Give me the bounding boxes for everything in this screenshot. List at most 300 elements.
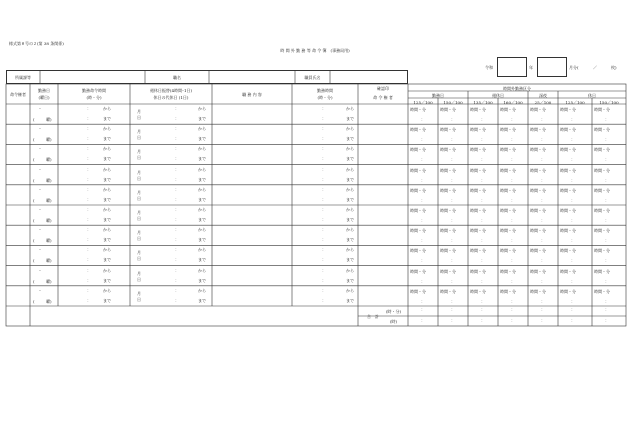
- row-hm-colon-3: ：: [511, 238, 515, 244]
- totals-colon-0-2: ：: [481, 307, 485, 312]
- rate-1: 150／100: [443, 99, 463, 105]
- name-label: 職員氏名: [304, 75, 321, 80]
- row-dot: ・: [38, 166, 42, 172]
- row-weekday-close: 曜): [46, 298, 52, 304]
- row-start-colon: ：: [87, 267, 91, 273]
- row-weekday-close: 曜): [46, 278, 52, 284]
- row-hm-4: 時間・分: [530, 147, 546, 153]
- row-transfer-colon2: ：: [175, 176, 179, 182]
- row-transfer-colon: ：: [175, 247, 179, 253]
- row-hm-colon-6: ：: [605, 177, 609, 183]
- row-hm-4: 時間・分: [530, 127, 546, 133]
- row-hm-1: 時間・分: [440, 167, 456, 173]
- row-hm-6: 時間・分: [594, 167, 610, 173]
- row-result-colon2: ：: [322, 277, 326, 283]
- row-start-colon: ：: [87, 227, 91, 233]
- row-result-to: まで: [346, 217, 354, 222]
- row-hm-6: 時間・分: [594, 147, 610, 153]
- row-hm-0: 時間・分: [410, 187, 426, 193]
- row-hm-colon-1: ：: [451, 298, 455, 304]
- row-hm-4: 時間・分: [530, 167, 546, 173]
- position-label: 職名: [173, 75, 181, 80]
- row-end-to: まで: [103, 297, 111, 303]
- row-hm-colon-1: ：: [451, 197, 455, 203]
- col-transfer: 週休日振替(4時間･1日): [149, 88, 193, 93]
- row-dot: ・: [38, 126, 42, 132]
- row-hm-1: 時間・分: [440, 208, 456, 213]
- row-hm-colon-1: ：: [451, 177, 455, 183]
- row-hm-colon-2: ：: [481, 258, 485, 264]
- row-weekday-open: (: [33, 238, 35, 244]
- row-end-to: まで: [103, 176, 111, 182]
- col-order-time-sub: (時・分): [86, 95, 102, 100]
- row-hm-colon-1: ：: [451, 157, 455, 163]
- row-hm-colon-4: ：: [541, 137, 545, 143]
- row-weekday-close: 曜): [46, 238, 52, 244]
- row-hm-colon-2: ：: [481, 278, 485, 284]
- row-result-from: から: [346, 207, 354, 212]
- row-transfer-from: から: [198, 267, 206, 273]
- row-day: 日: [137, 236, 141, 242]
- row-end-colon: ：: [87, 156, 91, 162]
- row-result-colon2: ：: [322, 156, 326, 162]
- col-confirmer-sub: 命 令 権 者: [373, 95, 393, 100]
- row-hm-0: 時間・分: [410, 127, 426, 133]
- row-weekday-open: (: [33, 218, 35, 223]
- row-month: 月: [137, 210, 141, 215]
- row-hm-3: 時間・分: [500, 208, 516, 213]
- row-hm-2: 時間・分: [470, 268, 486, 274]
- row-hm-colon-2: ：: [481, 157, 485, 163]
- row-hm-colon-2: ：: [481, 298, 485, 304]
- row-hm-6: 時間・分: [594, 288, 610, 294]
- row-start-colon: ：: [87, 247, 91, 253]
- row-weekday-open: (: [33, 177, 35, 183]
- row-transfer-to: まで: [198, 196, 206, 202]
- col-order-time: 勤務命令時間: [82, 88, 106, 93]
- row-start-colon: ：: [87, 186, 91, 192]
- row-transfer-colon2: ：: [175, 257, 179, 263]
- row-day: 日: [137, 276, 141, 282]
- row-start-from: から: [103, 227, 111, 233]
- row-hm-0: 時間・分: [410, 268, 426, 274]
- row-weekday-close: 曜): [46, 157, 52, 163]
- row-month: 月: [137, 189, 141, 195]
- row-hm-colon-2: ：: [481, 177, 485, 183]
- row-start-from: から: [103, 207, 111, 212]
- row-result-colon2: ：: [322, 136, 326, 142]
- row-hm-0: 時間・分: [410, 208, 426, 213]
- row-end-colon: ：: [87, 277, 91, 283]
- row-result-from: から: [346, 287, 354, 293]
- row-weekday-open: (: [33, 278, 35, 284]
- col-overtime-group: 時間外勤務区分: [503, 86, 531, 91]
- row-hm-colon-3: ：: [511, 117, 515, 122]
- row-hm-colon-5: ：: [571, 218, 575, 223]
- row-result-colon: ：: [322, 126, 326, 132]
- row-end-to: まで: [103, 156, 111, 162]
- row-transfer-to: まで: [198, 257, 206, 263]
- row-hm-6: 時間・分: [594, 127, 610, 133]
- month-label: 月分(: [569, 65, 579, 70]
- row-month: 月: [137, 270, 141, 276]
- row-end-colon: ：: [87, 116, 91, 121]
- row-start-from: から: [103, 247, 111, 253]
- rate-3: 160／100: [503, 99, 523, 105]
- row-hm-2: 時間・分: [470, 147, 486, 153]
- row-hm-colon-1: ：: [451, 238, 455, 244]
- totals-colon-1-3: ：: [511, 318, 515, 323]
- row-result-to: まで: [346, 297, 354, 303]
- row-weekday-close: 曜): [46, 258, 52, 264]
- cat-holiday: 休日: [588, 92, 596, 98]
- row-weekday-open: (: [33, 258, 35, 264]
- row-result-colon: ：: [322, 207, 326, 212]
- row-start-from: から: [103, 146, 111, 152]
- row-result-colon2: ：: [322, 116, 326, 121]
- row-result-colon2: ：: [322, 217, 326, 222]
- row-weekday-close: 曜): [46, 197, 52, 203]
- row-transfer-to: まで: [198, 297, 206, 303]
- col-work-day-sub: (曜日): [38, 95, 50, 100]
- row-hm-6: 時間・分: [594, 248, 610, 254]
- row-hm-colon-5: ：: [571, 197, 575, 203]
- row-hm-3: 時間・分: [500, 268, 516, 274]
- row-end-to: まで: [103, 277, 111, 283]
- page-separator: ／: [593, 65, 597, 70]
- rate-0: 125／100: [413, 99, 433, 105]
- row-hm-4: 時間・分: [530, 228, 546, 234]
- row-result-from: から: [346, 126, 354, 132]
- row-day: 日: [137, 256, 141, 262]
- row-end-colon: ：: [87, 237, 91, 243]
- row-dot: ・: [38, 227, 42, 233]
- row-hm-colon-3: ：: [511, 157, 515, 163]
- row-hm-0: 時間・分: [410, 288, 426, 294]
- row-hm-4: 時間・分: [530, 208, 546, 213]
- row-dot: ・: [38, 207, 42, 212]
- row-transfer-to: まで: [198, 176, 206, 182]
- col-content: 職 務 内 容: [242, 92, 262, 97]
- totals-hours: (時): [390, 319, 398, 324]
- row-weekday-open: (: [33, 197, 35, 203]
- totals-label: 合 計: [367, 314, 379, 319]
- row-hm-1: 時間・分: [440, 228, 456, 234]
- row-transfer-colon2: ：: [175, 237, 179, 243]
- row-hm-colon-6: ：: [605, 137, 609, 143]
- row-day: 日: [137, 155, 141, 161]
- row-result-colon2: ：: [322, 257, 326, 263]
- row-hm-2: 時間・分: [470, 228, 486, 234]
- row-transfer-colon: ：: [175, 186, 179, 192]
- row-hm-colon-5: ：: [571, 238, 575, 244]
- col-transfer-sub: 休日の代休日 (1日): [153, 95, 189, 100]
- row-hm-5: 時間・分: [560, 107, 576, 112]
- row-transfer-from: から: [198, 106, 206, 111]
- dept-label: 所属課等: [15, 75, 31, 80]
- row-transfer-colon: ：: [175, 106, 179, 111]
- row-hm-6: 時間・分: [594, 107, 610, 112]
- cat-late: 深夜: [539, 92, 547, 98]
- row-result-colon2: ：: [322, 176, 326, 182]
- row-hm-colon-6: ：: [605, 278, 609, 284]
- row-hm-1: 時間・分: [440, 147, 456, 153]
- row-hm-2: 時間・分: [470, 127, 486, 133]
- row-hm-colon-3: ：: [511, 197, 515, 203]
- row-hm-colon-0: ：: [421, 197, 425, 203]
- row-hm-colon-1: ：: [451, 218, 455, 223]
- row-hm-colon-3: ：: [511, 177, 515, 183]
- row-hm-5: 時間・分: [560, 228, 576, 234]
- row-result-to: まで: [346, 277, 354, 283]
- row-hm-colon-5: ：: [571, 278, 575, 284]
- row-hm-5: 時間・分: [560, 208, 576, 213]
- row-hm-1: 時間・分: [440, 127, 456, 133]
- row-hm-2: 時間・分: [470, 248, 486, 254]
- row-month: 月: [137, 290, 141, 296]
- row-hm-2: 時間・分: [470, 288, 486, 294]
- row-result-to: まで: [346, 136, 354, 142]
- row-result-colon: ：: [322, 287, 326, 293]
- totals-colon-0-4: ：: [541, 307, 545, 312]
- row-transfer-colon: ：: [175, 267, 179, 273]
- row-start-from: から: [103, 287, 111, 293]
- row-hm-3: 時間・分: [500, 167, 516, 173]
- row-month: 月: [137, 250, 141, 256]
- row-result-from: から: [346, 186, 354, 192]
- totals-colon-0-6: ：: [605, 307, 609, 312]
- row-hm-3: 時間・分: [500, 248, 516, 254]
- row-transfer-colon2: ：: [175, 136, 179, 142]
- row-hm-6: 時間・分: [594, 228, 610, 234]
- row-day: 日: [137, 195, 141, 201]
- row-end-to: まで: [103, 217, 111, 222]
- row-hm-5: 時間・分: [560, 248, 576, 254]
- totals-colon-0-0: ：: [421, 307, 425, 312]
- row-hm-5: 時間・分: [560, 268, 576, 274]
- row-hm-2: 時間・分: [470, 107, 486, 112]
- row-hm-3: 時間・分: [500, 228, 516, 234]
- row-weekday-close: 曜): [46, 137, 52, 143]
- year-label: 年: [529, 65, 533, 70]
- row-start-from: から: [103, 106, 111, 111]
- row-start-colon: ：: [87, 146, 91, 152]
- row-weekday-open: (: [33, 137, 35, 143]
- row-start-colon: ：: [87, 106, 91, 111]
- row-start-colon: ：: [87, 126, 91, 132]
- col-commander: 命令権者: [10, 92, 26, 97]
- row-transfer-to: まで: [198, 156, 206, 162]
- row-hm-colon-1: ：: [451, 258, 455, 264]
- row-result-from: から: [346, 146, 354, 152]
- row-month: 月: [137, 230, 141, 236]
- row-hm-1: 時間・分: [440, 248, 456, 254]
- row-hm-1: 時間・分: [440, 268, 456, 274]
- row-hm-4: 時間・分: [530, 268, 546, 274]
- row-hm-colon-6: ：: [605, 117, 609, 122]
- row-result-colon2: ：: [322, 297, 326, 303]
- row-result-colon: ：: [322, 227, 326, 233]
- row-hm-4: 時間・分: [530, 187, 546, 193]
- row-dot: ・: [38, 106, 42, 111]
- col-work-day: 勤務日: [38, 88, 50, 93]
- row-transfer-from: から: [198, 166, 206, 172]
- row-result-from: から: [346, 227, 354, 233]
- rate-6: 150／100: [599, 99, 619, 105]
- row-result-colon: ：: [322, 267, 326, 273]
- row-month: 月: [137, 169, 141, 175]
- row-hm-colon-2: ：: [481, 137, 485, 143]
- row-hm-2: 時間・分: [470, 187, 486, 193]
- row-transfer-colon2: ：: [175, 217, 179, 222]
- row-hm-3: 時間・分: [500, 127, 516, 133]
- row-transfer-to: まで: [198, 237, 206, 243]
- row-hm-colon-4: ：: [541, 218, 545, 223]
- row-transfer-colon: ：: [175, 126, 179, 132]
- row-hm-3: 時間・分: [500, 107, 516, 112]
- row-result-from: から: [346, 267, 354, 273]
- row-day: 日: [137, 175, 141, 181]
- rate-4: 25／100: [534, 99, 552, 105]
- row-end-colon: ：: [87, 176, 91, 182]
- row-result-colon: ：: [322, 247, 326, 253]
- row-transfer-colon2: ：: [175, 277, 179, 283]
- row-weekday-open: (: [33, 157, 35, 163]
- row-transfer-colon: ：: [175, 146, 179, 152]
- cat-weekly: 週休日: [492, 92, 504, 98]
- row-result-from: から: [346, 247, 354, 253]
- row-hm-colon-0: ：: [421, 117, 425, 122]
- row-start-colon: ：: [87, 166, 91, 172]
- row-hm-colon-5: ：: [571, 137, 575, 143]
- row-result-colon2: ：: [322, 237, 326, 243]
- row-result-to: まで: [346, 237, 354, 243]
- row-transfer-from: から: [198, 146, 206, 152]
- row-month: 月: [137, 129, 141, 135]
- row-hm-colon-0: ：: [421, 258, 425, 264]
- row-result-from: から: [346, 166, 354, 172]
- row-hm-2: 時間・分: [470, 208, 486, 213]
- row-hm-0: 時間・分: [410, 147, 426, 153]
- col-result: 勤務時間: [317, 88, 333, 93]
- row-hm-colon-2: ：: [481, 238, 485, 244]
- row-month: 月: [137, 109, 141, 114]
- row-result-to: まで: [346, 196, 354, 202]
- row-end-to: まで: [103, 116, 111, 121]
- row-dot: ・: [38, 267, 42, 273]
- row-hm-5: 時間・分: [560, 288, 576, 294]
- row-result-to: まで: [346, 176, 354, 182]
- row-weekday-open: (: [33, 298, 35, 304]
- row-hm-5: 時間・分: [560, 187, 576, 193]
- row-hm-colon-0: ：: [421, 298, 425, 304]
- page-end-label: 枚): [611, 65, 617, 70]
- row-hm-1: 時間・分: [440, 107, 456, 112]
- row-transfer-from: から: [198, 207, 206, 212]
- row-transfer-colon: ：: [175, 227, 179, 233]
- row-transfer-colon: ：: [175, 287, 179, 293]
- row-transfer-from: から: [198, 186, 206, 192]
- row-end-colon: ：: [87, 217, 91, 222]
- row-transfer-colon2: ：: [175, 297, 179, 303]
- totals-colon-1-2: ：: [481, 318, 485, 323]
- row-transfer-colon2: ：: [175, 156, 179, 162]
- row-hm-5: 時間・分: [560, 127, 576, 133]
- row-start-colon: ：: [87, 287, 91, 293]
- row-dot: ・: [38, 146, 42, 152]
- row-hm-colon-5: ：: [571, 258, 575, 264]
- totals-colon-1-4: ：: [541, 318, 545, 323]
- row-hm-colon-6: ：: [605, 218, 609, 223]
- form-title: 時 間 外 勤 務 等 命 令 簿 (事務局用): [280, 48, 350, 53]
- row-hm-colon-0: ：: [421, 157, 425, 163]
- row-dot: ・: [38, 186, 42, 192]
- row-hm-colon-3: ：: [511, 258, 515, 264]
- row-transfer-colon2: ：: [175, 116, 179, 121]
- row-transfer-colon: ：: [175, 207, 179, 212]
- rate-5: 125／100: [565, 99, 585, 105]
- row-weekday-close: 曜): [46, 218, 52, 223]
- row-result-colon2: ：: [322, 196, 326, 202]
- row-day: 日: [137, 115, 141, 120]
- row-result-from: から: [346, 106, 354, 111]
- row-weekday-close: 曜): [46, 177, 52, 183]
- row-hm-colon-4: ：: [541, 157, 545, 163]
- col-confirmer: 確認印: [377, 86, 389, 91]
- row-hm-colon-5: ：: [571, 117, 575, 122]
- row-transfer-to: まで: [198, 217, 206, 222]
- row-end-to: まで: [103, 237, 111, 243]
- row-hm-colon-6: ：: [605, 197, 609, 203]
- row-end-colon: ：: [87, 297, 91, 303]
- row-dot: ・: [38, 247, 42, 253]
- row-hm-colon-5: ：: [571, 157, 575, 163]
- row-hm-3: 時間・分: [500, 187, 516, 193]
- row-result-colon: ：: [322, 106, 326, 111]
- row-start-from: から: [103, 166, 111, 172]
- era-label: 令和: [485, 65, 493, 70]
- row-hm-0: 時間・分: [410, 167, 426, 173]
- row-hm-colon-0: ：: [421, 238, 425, 244]
- totals-colon-1-1: ：: [451, 318, 455, 323]
- row-hm-colon-4: ：: [541, 177, 545, 183]
- row-hm-colon-4: ：: [541, 197, 545, 203]
- row-result-to: まで: [346, 257, 354, 263]
- row-hm-colon-1: ：: [451, 278, 455, 284]
- row-hm-colon-6: ：: [605, 157, 609, 163]
- row-result-colon: ：: [322, 186, 326, 192]
- row-transfer-to: まで: [198, 277, 206, 283]
- row-transfer-from: から: [198, 126, 206, 132]
- row-hm-6: 時間・分: [594, 187, 610, 193]
- row-start-from: から: [103, 186, 111, 192]
- row-hm-colon-6: ：: [605, 298, 609, 304]
- row-start-colon: ：: [87, 207, 91, 212]
- row-hm-0: 時間・分: [410, 248, 426, 254]
- row-end-colon: ：: [87, 257, 91, 263]
- row-result-to: まで: [346, 156, 354, 162]
- row-hm-colon-3: ：: [511, 137, 515, 143]
- row-result-colon: ：: [322, 166, 326, 172]
- totals-colon-1-6: ：: [605, 318, 609, 323]
- row-hm-colon-2: ：: [481, 218, 485, 223]
- row-day: 日: [137, 216, 141, 221]
- row-hm-4: 時間・分: [530, 107, 546, 112]
- row-start-from: から: [103, 267, 111, 273]
- row-transfer-to: まで: [198, 116, 206, 121]
- row-weekday-close: 曜): [46, 117, 52, 122]
- row-day: 日: [137, 296, 141, 302]
